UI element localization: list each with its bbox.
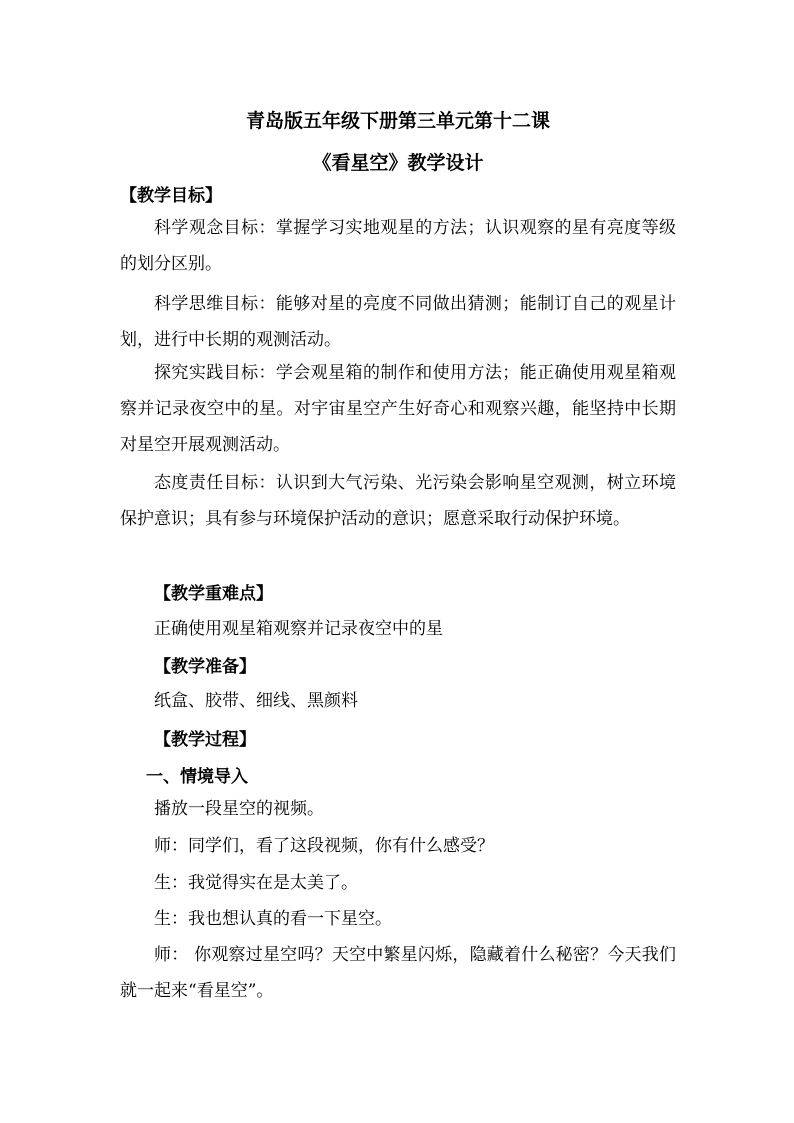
goals-heading: 【教学目标】	[120, 186, 222, 206]
process-heading: 【教学过程】	[154, 730, 256, 750]
document-title: 青岛版五年级下册第三单元第十二课	[245, 110, 550, 132]
document-subtitle: 《看星空》教学设计	[312, 152, 484, 174]
goal-science-concept: 科学观念目标：掌握学习实地观星的方法；认识观察的星有亮度等级的划分区别。	[120, 218, 676, 274]
line-student-2: 生：我也想认真的看一下星空。	[154, 909, 392, 929]
goal-science-thinking: 科学思维目标：能够对星的亮度不同做出猜测；能制订自己的观星计划，进行中长期的观测活动。	[120, 294, 676, 350]
line-teacher-1: 师：同学们，看了这段视频，你有什么感受？	[154, 836, 494, 856]
goal-inquiry-practice: 探究实践目标：学会观星箱的制作和使用方法；能正确使用观星箱观察并记录夜空中的星。对宇宙星空产生好奇心和观察兴趣，能坚持中长期对星空开展观测活动。	[120, 363, 676, 455]
goal-attitude: 态度责任目标：认识到大气污染、光污染会影响星空观测，树立环境保护意识；具有参与环境保护活动的意识；愿意采取行动保护环境。	[120, 473, 676, 529]
line-student-1: 生：我觉得实在是太美了。	[154, 873, 358, 893]
key-points-heading: 【教学重难点】	[154, 584, 273, 604]
preparation-text: 纸盒、胶带、细线、黑颜料	[154, 691, 358, 711]
line-teacher-2: 师： 你观察过星空吗？天空中繁星闪烁，隐藏着什么秘密？今天我们就一起来“看星空”。	[120, 945, 676, 1001]
section1-heading: 一、情境导入	[146, 767, 248, 787]
line-play-video: 播放一段星空的视频。	[154, 799, 324, 819]
preparation-heading: 【教学准备】	[154, 657, 256, 677]
key-points-text: 正确使用观星箱观察并记录夜空中的星	[154, 619, 443, 639]
